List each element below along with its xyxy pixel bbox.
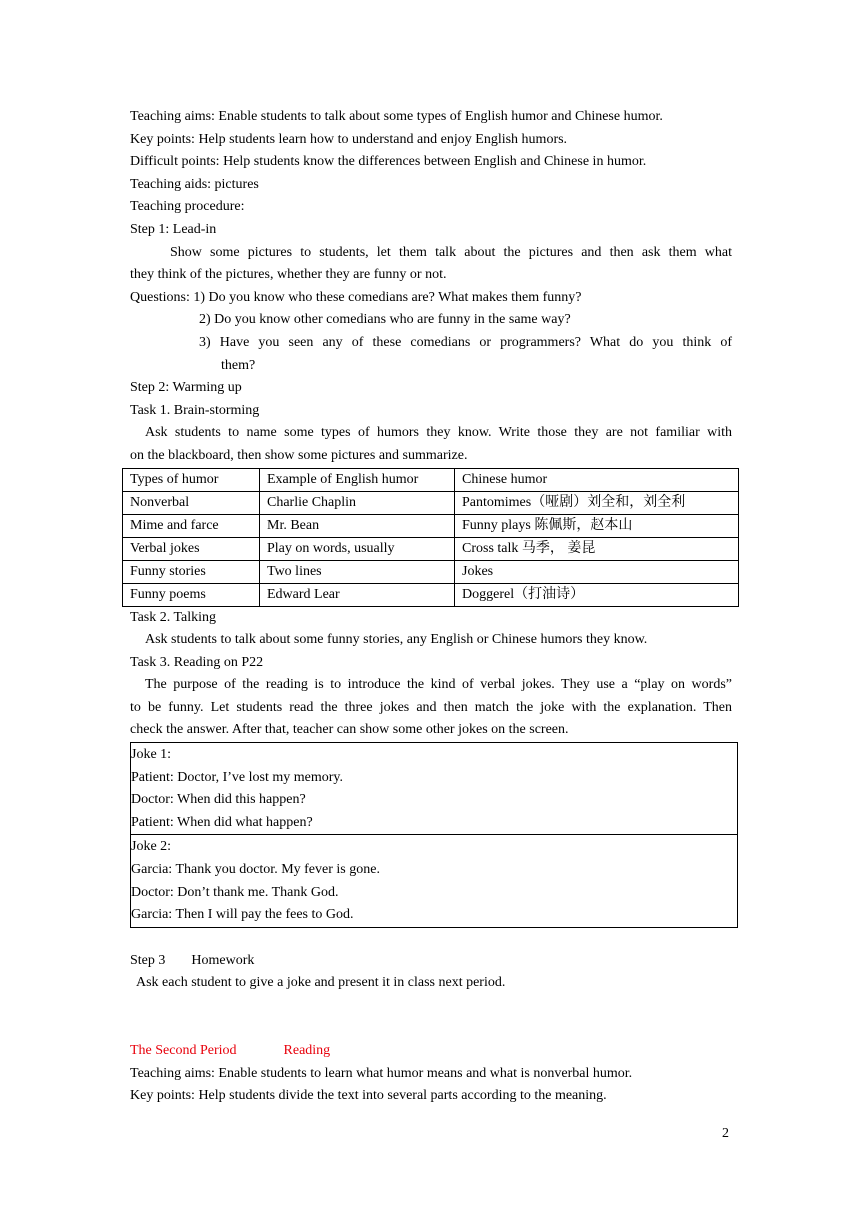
difficult-points: Difficult points: Help students know the differences between English and Chinese in humor.	[130, 154, 647, 170]
table-row	[123, 583, 739, 606]
joke-cell	[131, 743, 738, 835]
question-2: 2) Do you know other comedians who are funny in the same way?	[199, 312, 571, 328]
table-cell: Edward Lear	[260, 583, 455, 606]
task3-paragraph-line2: to be funny. Let students read the three jokes and then match the joke with the explanation. Then	[130, 699, 732, 715]
joke-line: Garcia: Thank you doctor. My fever is gone.	[131, 862, 380, 878]
joke-line: Patient: When did what happen?	[131, 814, 313, 830]
question-3-line1: 3) Have you seen any of these comedians or programmers? What do you think of	[199, 334, 732, 350]
spacer	[130, 995, 732, 1040]
task1-paragraph-line2: on the blackboard, then show some pictures and summarize.	[130, 447, 468, 463]
joke-cell	[131, 835, 738, 927]
joke-line: Joke 1:	[131, 747, 172, 763]
step1-title: Step 1: Lead-in	[130, 221, 217, 237]
key-points: Key points: Help students learn how to understand and enjoy English humors.	[130, 131, 568, 147]
joke-line: Doctor: Don’t thank me. Thank God.	[131, 884, 339, 900]
table-row	[123, 514, 739, 537]
step3-heading	[130, 950, 732, 973]
second-period-key-points: Key points: Help students divide the text into several parts according to the meaning.	[130, 1088, 607, 1104]
table-row	[123, 491, 739, 514]
table-cell: Pantomimes（哑剧）刘全和，刘全利	[455, 491, 739, 514]
table-row	[123, 560, 739, 583]
question-3-line2: them?	[221, 357, 256, 373]
task2-paragraph: Ask students to talk about some funny stories, any English or Chinese humors they know.	[145, 632, 648, 648]
joke-line: Doctor: When did this happen?	[131, 792, 306, 808]
table-cell: Doggerel（打油诗）	[455, 583, 739, 606]
joke-line: Joke 2:	[131, 839, 172, 855]
table-row	[123, 537, 739, 560]
step1-paragraph-line1: Show some pictures to students, let them talk about the pictures and then ask them what	[170, 244, 732, 260]
table-header-cell: Chinese humor	[455, 468, 739, 491]
spacer	[130, 928, 732, 950]
second-period-heading	[130, 1040, 732, 1063]
teaching-aids: Teaching aids: pictures	[130, 176, 259, 192]
task3-paragraph-line3: check the answer. After that, teacher can show some other jokes on the screen.	[130, 722, 569, 738]
jokes-table	[130, 742, 738, 928]
table-cell: Mime and farce	[123, 514, 260, 537]
teaching-aims: Teaching aims: Enable students to talk about some types of English humor and Chinese humor.	[130, 109, 663, 124]
table-header-cell: Example of English humor	[260, 468, 455, 491]
table-cell: Funny stories	[123, 560, 260, 583]
table-cell: Funny poems	[123, 583, 260, 606]
page-number: 2	[722, 1126, 729, 1141]
table-header-row	[123, 468, 739, 491]
table-cell: Cross talk 马季， 姜昆	[455, 537, 739, 560]
table-cell: Mr. Bean	[260, 514, 455, 537]
step3-paragraph: Ask each student to give a joke and present it in class next period.	[136, 975, 506, 991]
table-header-cell: Types of humor	[123, 468, 260, 491]
step3-label: Step 3	[130, 952, 166, 968]
step3-title: Homework	[191, 952, 255, 968]
task3-paragraph-line1: The purpose of the reading is to introduce the kind of verbal jokes. They use a “play on words”	[145, 677, 732, 693]
step2-title: Step 2: Warming up	[130, 380, 242, 396]
step1-paragraph-line2: they think of the pictures, whether they are funny or not.	[130, 267, 447, 283]
second-period-label: The Second Period	[130, 1043, 237, 1058]
task3-title: Task 3. Reading on P22	[130, 654, 264, 670]
table-cell: Jokes	[455, 560, 739, 583]
table-cell: Nonverbal	[123, 491, 260, 514]
joke-line: Garcia: Then I will pay the fees to God.	[131, 907, 354, 923]
task1-paragraph-line1: Ask students to name some types of humors they know. Write those they are not familiar with	[145, 425, 732, 441]
humor-types-table	[122, 468, 739, 607]
table-cell: Play on words, usually	[260, 537, 455, 560]
joke-line: Patient: Doctor, I’ve lost my memory.	[131, 769, 343, 785]
teaching-procedure: Teaching procedure:	[130, 199, 245, 215]
second-period-topic: Reading	[283, 1043, 331, 1058]
table-cell: Charlie Chaplin	[260, 491, 455, 514]
second-period-aims: Teaching aims: Enable students to learn what humor means and what is nonverbal humor.	[130, 1065, 633, 1081]
document-page	[130, 106, 732, 1108]
table-cell: Two lines	[260, 560, 455, 583]
joke-row	[131, 743, 738, 835]
task2-title: Task 2. Talking	[130, 609, 217, 625]
task1-title: Task 1. Brain-storming	[130, 402, 260, 418]
table-cell: Verbal jokes	[123, 537, 260, 560]
question-1: Questions: 1) Do you know who these comedians are? What makes them funny?	[130, 289, 582, 305]
joke-row	[131, 835, 738, 927]
table-cell: Funny plays 陈佩斯，赵本山	[455, 514, 739, 537]
